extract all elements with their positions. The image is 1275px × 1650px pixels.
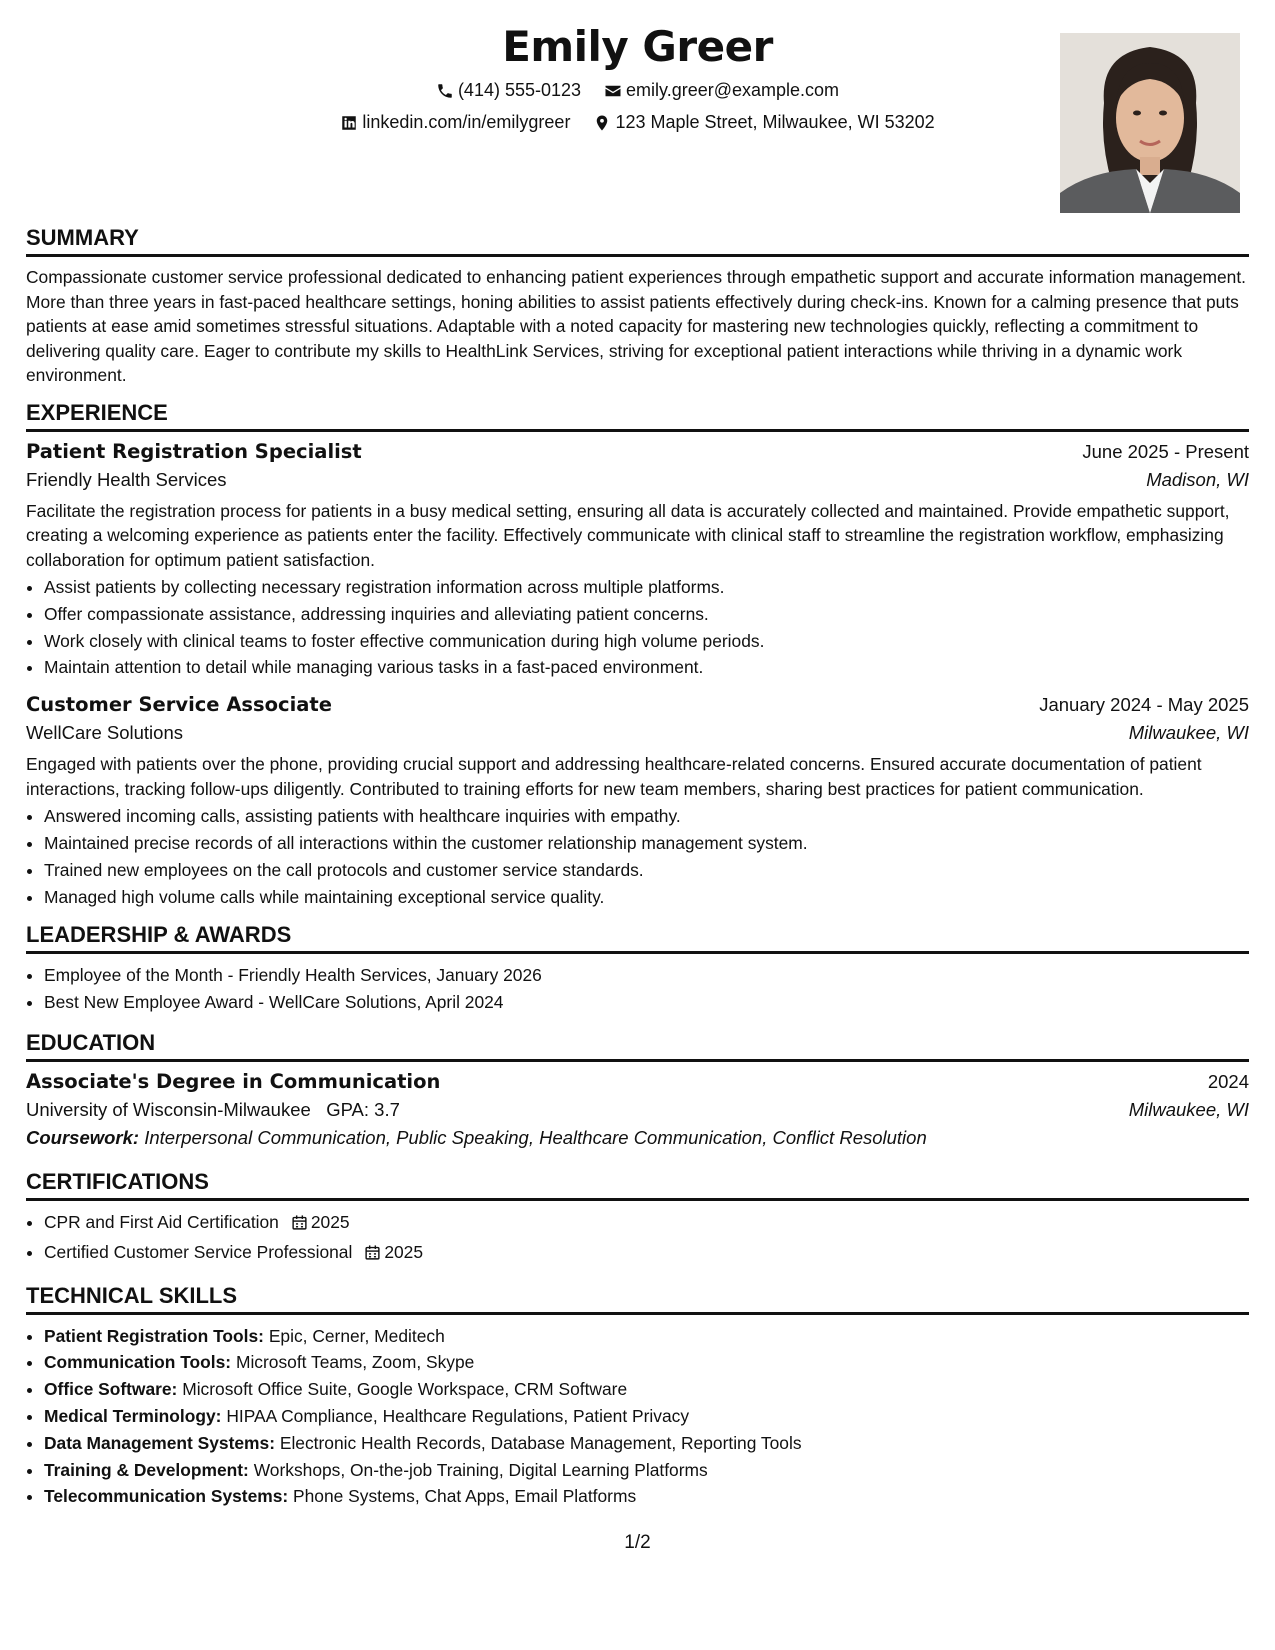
page-number: 1/2 bbox=[624, 1532, 651, 1553]
resume-header bbox=[26, 0, 1249, 215]
skills-section bbox=[26, 1283, 1249, 1511]
list-item: • Maintain attention to detail while managing various tasks in a fast-paced environment. bbox=[44, 654, 1249, 681]
skill-label: Medical Terminology: bbox=[44, 1405, 222, 1426]
skill-value: Phone Systems, Chat Apps, Email Platforms bbox=[293, 1486, 637, 1507]
certifications-section bbox=[26, 1169, 1249, 1269]
skill-label: Telecommunication Systems: bbox=[44, 1486, 289, 1507]
list-item bbox=[44, 1323, 1249, 1350]
list-item bbox=[44, 1457, 1249, 1484]
skill-label: Training & Development: bbox=[44, 1459, 249, 1480]
list-item bbox=[44, 1430, 1249, 1457]
skill-label: Patient Registration Tools: bbox=[44, 1325, 264, 1346]
resume-page bbox=[26, 0, 1249, 1650]
address-text: 123 Maple Street, Milwaukee, WI 53202 bbox=[615, 112, 935, 132]
list-item bbox=[44, 1349, 1249, 1376]
skills-list bbox=[26, 1323, 1249, 1511]
calendar-icon bbox=[364, 1242, 381, 1269]
section-title-education: EDUCATION bbox=[26, 1030, 1249, 1062]
job-entry bbox=[26, 440, 1249, 682]
envelope-icon bbox=[604, 82, 622, 100]
phone-text: (414) 555-0123 bbox=[457, 80, 582, 100]
portrait-image bbox=[1060, 33, 1240, 213]
certification-name: Certified Customer Service Professional bbox=[44, 1241, 353, 1262]
coursework-list: Interpersonal Communication, Public Speaking, Healthcare Communication, Conflict Resolution bbox=[144, 1126, 927, 1148]
job-bullets bbox=[26, 574, 1249, 681]
calendar-icon bbox=[291, 1212, 308, 1239]
job-company: Friendly Health Services bbox=[26, 468, 227, 490]
list-item: • Offer compassionate assistance, addressing inquiries and alleviating patient concerns. bbox=[44, 601, 1249, 628]
gpa: GPA: 3.7 bbox=[326, 1098, 400, 1120]
linkedin-link[interactable]: linkedin.com/in/emilygreer bbox=[362, 112, 571, 132]
job-title: Patient Registration Specialist bbox=[26, 439, 362, 463]
certification-year: 2025 bbox=[310, 1211, 350, 1232]
contact-email[interactable] bbox=[604, 80, 839, 101]
list-item: • Assist patients by collecting necessary registration information across multiple platforms. bbox=[44, 574, 1249, 601]
section-title-leadership: LEADERSHIP & AWARDS bbox=[26, 922, 1249, 954]
list-item bbox=[44, 1483, 1249, 1510]
education-section bbox=[26, 1030, 1249, 1149]
job-dates: January 2024 - May 2025 bbox=[1039, 694, 1249, 716]
skill-value: Microsoft Office Suite, Google Workspace, CRM Software bbox=[182, 1379, 628, 1400]
certification-name: CPR and First Aid Certification bbox=[44, 1211, 279, 1232]
phone-icon bbox=[436, 82, 454, 100]
contact-address bbox=[593, 112, 934, 133]
contact-linkedin[interactable] bbox=[340, 112, 570, 133]
leadership-section bbox=[26, 922, 1249, 1016]
skill-value: Epic, Cerner, Meditech bbox=[268, 1325, 445, 1346]
section-title-skills: TECHNICAL SKILLS bbox=[26, 1283, 1249, 1315]
list-item bbox=[44, 1403, 1249, 1430]
list-item: • Trained new employees on the call protocols and customer service standards. bbox=[44, 857, 1249, 884]
skill-value: Microsoft Teams, Zoom, Skype bbox=[235, 1352, 475, 1373]
coursework-label: Coursework: bbox=[26, 1126, 140, 1148]
skill-value: HIPAA Compliance, Healthcare Regulations, Patient Privacy bbox=[226, 1405, 690, 1426]
list-item bbox=[44, 1209, 1249, 1239]
email-link[interactable]: emily.greer@example.com bbox=[626, 80, 840, 100]
job-title: Customer Service Associate bbox=[26, 693, 332, 717]
school-name: University of Wisconsin-Milwaukee bbox=[26, 1098, 311, 1120]
skill-label: Communication Tools: bbox=[44, 1352, 232, 1373]
contact-phone bbox=[436, 80, 581, 101]
awards-list bbox=[26, 962, 1249, 1016]
skill-label: Data Management Systems: bbox=[44, 1432, 275, 1453]
coursework bbox=[26, 1127, 1249, 1149]
map-pin-icon bbox=[593, 114, 611, 132]
job-location: Milwaukee, WI bbox=[1128, 722, 1249, 744]
section-title-certifications: CERTIFICATIONS bbox=[26, 1169, 1249, 1201]
list-item: • Employee of the Month - Friendly Health Services, January 2026 bbox=[44, 962, 1249, 989]
section-title-experience: EXPERIENCE bbox=[26, 400, 1249, 432]
certifications-list bbox=[26, 1209, 1249, 1269]
list-item bbox=[44, 1239, 1249, 1269]
job-description: Engaged with patients over the phone, providing crucial support and addressing healthcare-related concerns. Ensured accurate documentation of patient interactions, tracking follow-ups diligently. Contributed to training efforts for new team members, sharing best practices for patient communication. bbox=[26, 754, 1202, 799]
job-dates: June 2025 - Present bbox=[1082, 440, 1249, 462]
linkedin-icon bbox=[340, 114, 358, 132]
list-item: • Maintained precise records of all interactions within the customer relationship management system. bbox=[44, 830, 1249, 857]
school-line bbox=[26, 1099, 400, 1121]
degree-title: Associate's Degree in Communication bbox=[26, 1069, 441, 1093]
list-item: • Answered incoming calls, assisting patients with healthcare inquiries with empathy. bbox=[44, 803, 1249, 830]
job-bullets bbox=[26, 803, 1249, 910]
skill-value: Electronic Health Records, Database Management, Reporting Tools bbox=[279, 1432, 802, 1453]
list-item bbox=[44, 1376, 1249, 1403]
job-location: Madison, WI bbox=[1146, 468, 1249, 490]
summary-section bbox=[26, 225, 1249, 388]
job-entry bbox=[26, 693, 1249, 910]
skill-value: Workshops, On-the-job Training, Digital Learning Platforms bbox=[253, 1459, 708, 1480]
profile-photo bbox=[1060, 33, 1240, 213]
summary-text: Compassionate customer service professional dedicated to enhancing patient experiences through empathetic support and accurate information management. More than three years in fast-paced healthcare settings, honing abilities to assist patients effectively during check-ins. Known for a calming presence that puts patients at ease amid sometimes stressful situations. Adaptable with a noted capacity for mastering new technologies quickly, reflecting a commitment to delivering quality care. Eager to contribute my skills to HealthLink Services, striving for exceptional patient interactions while thriving in a dynamic work environment. bbox=[26, 267, 1246, 385]
section-title-summary: SUMMARY bbox=[26, 225, 1249, 257]
skill-label: Office Software: bbox=[44, 1379, 178, 1400]
list-item: • Best New Employee Award - WellCare Solutions, April 2024 bbox=[44, 989, 1249, 1016]
degree-year: 2024 bbox=[1207, 1070, 1249, 1092]
certification-year: 2025 bbox=[384, 1241, 424, 1262]
school-location: Milwaukee, WI bbox=[1128, 1098, 1249, 1120]
job-company: WellCare Solutions bbox=[26, 722, 183, 744]
experience-section bbox=[26, 400, 1249, 911]
job-description: Facilitate the registration process for patients in a busy medical setting, ensuring all data is accurately collected and maintained. Provide empathetic support, creating a welcoming experience as patients enter the facility. Effectively communicate with clinical staff to streamline the registration workflow, emphasizing collaboration for optimum patient satisfaction. bbox=[26, 500, 1230, 570]
list-item: • Work closely with clinical teams to foster effective communication during high volume periods. bbox=[44, 628, 1249, 655]
candidate-name: Emily Greer bbox=[502, 22, 773, 71]
list-item: • Managed high volume calls while maintaining exceptional service quality. bbox=[44, 884, 1249, 911]
